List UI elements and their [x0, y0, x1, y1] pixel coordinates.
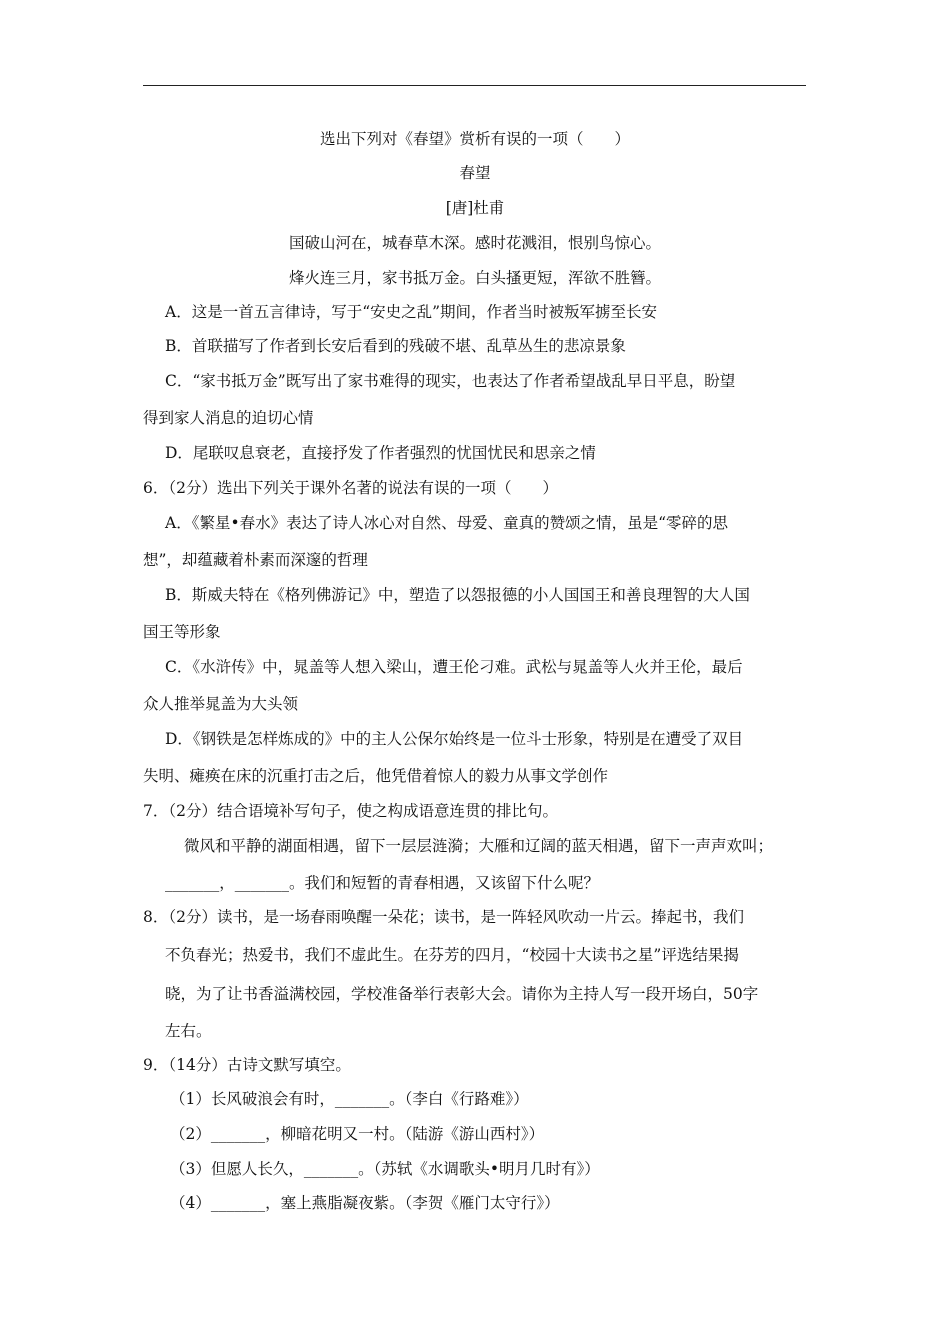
- option-c: C．“家书抵万金”既写出了家书难得的现实，也表达了作者希望战乱早日平息，盼望: [165, 372, 736, 390]
- q7-context: 微风和平静的湖面相遇，留下一层层涟漪；大雁和辽阔的蓝天相遇，留下一声声欢叫；: [184, 837, 774, 855]
- q6-option-d: D．《钢铁是怎样炼成的》中的主人公保尔始终是一位斗士形象，特别是在遭受了双目: [165, 730, 744, 748]
- q6-option-a-cont: 想”，却蕴藏着朴素而深邃的哲理: [143, 551, 368, 569]
- q8-text-2: 不负春光；热爱书，我们不虚此生。在芬芳的四月，“校园十大读书之星”评选结果揭: [165, 946, 739, 964]
- poem-line-2: 烽火连三月，家书抵万金。白头搔更短，浑欲不胜簪。: [288, 269, 661, 287]
- q9-item-2: （2）_______，柳暗花明又一村。（陆游《游山西村》）: [170, 1125, 545, 1143]
- q6-option-c: C．《水浒传》中，晁盖等人想入梁山，遭王伦刁难。武松与晁盖等人火并王伦，最后: [165, 658, 743, 676]
- q8-text-4: 左右。: [165, 1022, 212, 1040]
- header-rule: [143, 85, 806, 86]
- q9-item-3: （3）但愿人长久，_______。（苏轼《水调歌头•明月几时有》）: [170, 1160, 600, 1178]
- q9-item-4: （4）_______，塞上燕脂凝夜紫。（李贺《雁门太守行》）: [170, 1194, 560, 1212]
- question-8: 8．（2分）读书，是一场春雨唤醒一朵花；读书，是一阵轻风吹动一片云。捧起书，我们: [143, 908, 744, 926]
- option-c-cont: 得到家人消息的迫切心情: [143, 409, 314, 427]
- question-prompt-chunwang: 选出下列对《春望》赏析有误的一项（ ）: [319, 130, 630, 148]
- option-a: A．这是一首五言律诗，写于“安史之乱”期间，作者当时被叛军掳至长安: [165, 303, 658, 321]
- question-6: 6．（2分）选出下列关于课外名著的说法有误的一项（ ）: [143, 479, 558, 497]
- question-7: 7．（2分）结合语境补写句子，使之构成语意连贯的排比句。: [143, 802, 558, 820]
- q6-option-a: A．《繁星•春水》表达了诗人冰心对自然、母爱、童真的赞颂之情，虽是“零碎的思: [165, 514, 729, 532]
- option-b: B．首联描写了作者到长安后看到的残破不堪、乱草丛生的悲凉景象: [165, 337, 626, 355]
- q6-option-d-cont: 失明、瘫痪在床的沉重打击之后，他凭借着惊人的毅力从事文学创作: [143, 767, 609, 785]
- question-9: 9．（14分）古诗文默写填空。: [143, 1056, 351, 1074]
- q9-item-1: （1）长风破浪会有时，_______。（李白《行路难》）: [170, 1090, 529, 1108]
- poem-title: 春望: [459, 164, 491, 182]
- q6-option-b: B．斯威夫特在《格列佛游记》中，塑造了以怨报德的小人国国王和善良理智的大人国: [165, 586, 750, 604]
- q6-option-c-cont: 众人推举晁盖为大头领: [143, 695, 299, 713]
- q6-option-b-cont: 国王等形象: [143, 623, 221, 641]
- poem-line-1: 国破山河在，城春草木深。感时花溅泪，恨别鸟惊心。: [288, 234, 661, 252]
- q8-text-3: 晓，为了让书香溢满校园，学校准备举行表彰大会。请你为主持人写一段开场白，50字: [165, 985, 759, 1003]
- poem-author: [唐]杜甫: [445, 199, 505, 217]
- option-d: D．尾联叹息衰老，直接抒发了作者强烈的忧国忧民和思亲之情: [165, 444, 596, 462]
- q7-blanks: _______，_______。我们和短暂的青春相遇，又该留下什么呢？: [165, 874, 600, 892]
